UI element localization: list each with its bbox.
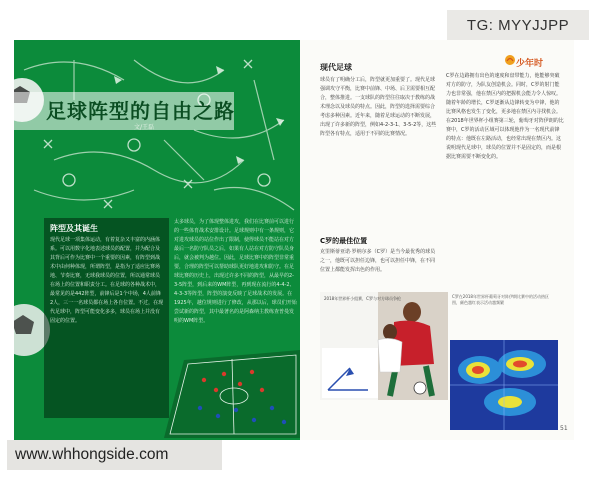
left-page-body-text: 太多球员，为了体现整体进攻，我们在比赛前可以进行的一些体育战术安排设计。足球规则中有一条规则，它对进攻球员的站位作出了限制，使得球员不能站在对方最后一名防守队员之后，如果有人站在对方防守队员身后，就会被判为越位。因此，足球比赛中的阵型非常重要，合理的阵型可以帮助球队更好地进攻和防守。在足球比赛的历史上，出现过许多不同的阵型，从最早的2-3-5阵型，到后来的WM阵型，再到现在流行的4-4-2、4-3-3等阵型，阵型的演变反映了足球战术的发展。在1925年，越位规则进行了修改，从那以后，球员们开始尝试新的阵型，其中最著名的是阿森纳主教练查普曼发明的WM阵型。 bbox=[174, 219, 297, 324]
right-col1-text: 球员有了明确分工后，阵型就更加重要了。现代足球强调攻守平衡，比赛中前锋、中场、后卫需要相互配合，整体推进。一支球队的阵型往往取决于教练的战术理念以及球员的特点。因此，阵型的选择需要综合考虑多种因素。近年来，随着足球运动的不断发展，出现了许多新的阵型，例如4-2-3-1、3-5-2等，这些阵型各有特点，适用于不同的比赛情况。 bbox=[320, 77, 437, 137]
page-number: 51 bbox=[560, 425, 568, 432]
brand-name: 少年时 bbox=[516, 59, 544, 69]
cr-intro-text: 克里斯蒂亚诺·罗纳尔多（C罗）是当今最优秀的球员之一，他既可以担任边锋，也可以担任中锋，在不同位置上都能发挥出色的作用。 bbox=[320, 249, 436, 273]
photo-caption: 2018年世界杯小组赛，C罗与对方球员争抢 bbox=[324, 296, 401, 301]
field-formation-illustration bbox=[164, 350, 300, 438]
article-title: 足球阵型的自由之路 bbox=[46, 99, 235, 123]
left-page bbox=[14, 40, 300, 440]
right-col2-text: C罗在边路拥有出色的速度和盘带能力，他能够突破对方的防守，为队友创造机会。同时，C罗的射门能力也非常强，他在禁区内的把握机会能力令人惊叹。随着年龄的增长，C罗逐渐从边锋转变为中锋，他的比赛风格也发生了变化，更多地在禁区内寻找机会。在2018年世界杯小组赛第三轮，葡萄牙对阵伊朗的比赛中，C罗的活动区域可以体现他作为一名现代前锋的特点：他既在左路活动，也经常出现在禁区内。这说明现代足球中，球员的位置并不是固定的，而是根据比赛需要不断变化的。 bbox=[446, 73, 564, 160]
cr-heading: C罗的最佳位置 bbox=[320, 237, 368, 245]
brand-logo-icon bbox=[504, 54, 516, 66]
section-tag: 现代足球 bbox=[320, 63, 352, 72]
player-heatmap bbox=[450, 340, 558, 430]
right-page bbox=[300, 40, 574, 440]
heatmap-caption: C罗在2018年世界杯葡萄牙对阵伊朗比赛中的活动热区图，颜色越红表示活动越频繁 bbox=[452, 294, 549, 305]
author-credit: 文/王磊 bbox=[134, 124, 155, 131]
magazine-spread bbox=[14, 40, 574, 440]
intro-body-text: 现代足球一项集体运动，有着复杂又丰富的内涵体系。可以用数字化地表述球员的配置，并为配合及其背后可作为比赛中一个重要的因素，有阵型到战术中由何种体现，所谓阵型，是指为了适应比赛场地、节奏比赛，无球我球员的位置，所以通常球员在场上的位置和职责分工。在足球的各种战术中，最常见的是442阵型，前锋后是1个中场，4人前锋2人，三一一名球员都在场上各自位置。不过，在现代足球中，阵型可能变化多多，球员在场上并没有固定的位置。 bbox=[50, 237, 164, 324]
website-watermark: www.whhongside.com bbox=[7, 440, 222, 470]
telegram-watermark: TG: MYYJJPP bbox=[447, 10, 589, 40]
box-heading: 阵型及其诞生 bbox=[50, 224, 98, 233]
